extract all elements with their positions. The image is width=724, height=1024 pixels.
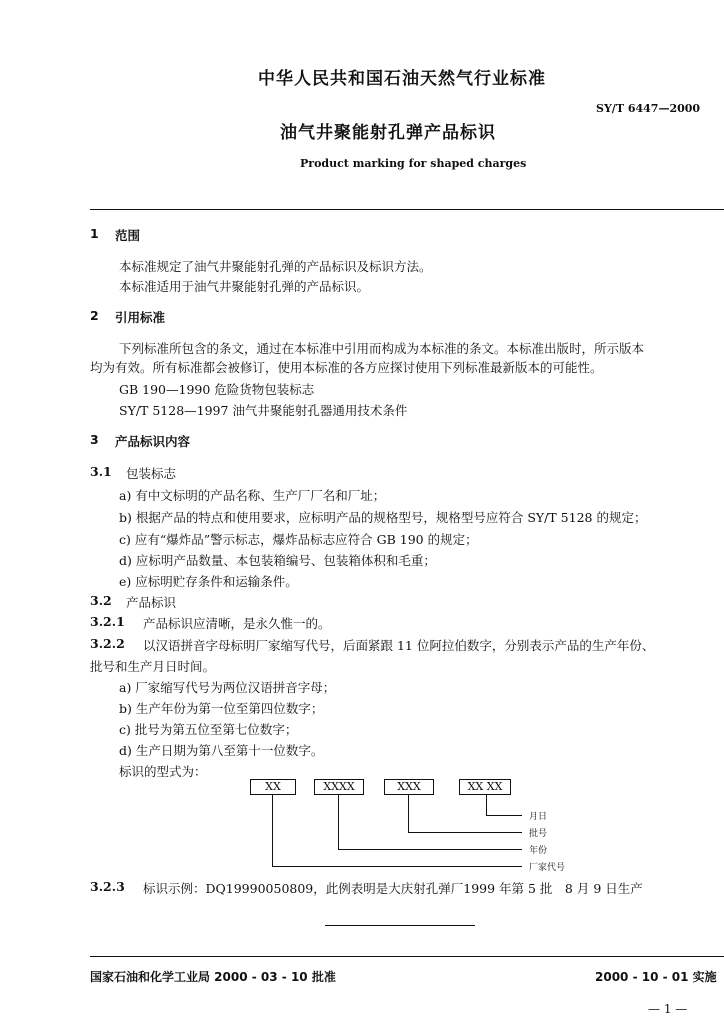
section-3-1-title: 包装标志 xyxy=(126,466,177,481)
diagram-box-batch: XXX xyxy=(384,779,434,795)
section-2-number: 2 xyxy=(90,308,99,323)
page-number: — 1 — xyxy=(648,1002,688,1016)
section-2-para-line-1: 下列标准所包含的条文，通过在本标准中引用而构成为本标准的条文。本标准出版时，所示版本 xyxy=(119,341,645,356)
diagram-box-factory-code: XX xyxy=(250,779,296,795)
section-3-2-1-number: 3.2.1 xyxy=(90,614,125,629)
diagram-label-batch: 批号 xyxy=(529,829,548,839)
reference-1: GB 190—1990 危险货物包装标志 xyxy=(119,382,315,397)
section-3-2-2-number: 3.2.2 xyxy=(90,636,125,651)
connector-line xyxy=(408,795,409,832)
section-1-heading: 范围 xyxy=(115,228,141,243)
section-3-2-1-text: 产品标识应清晰，是永久惟一的。 xyxy=(143,616,331,631)
list-item: a) 厂家缩写代号为两位汉语拼音字母； xyxy=(119,680,336,695)
document-title-en: Product marking for shaped charges xyxy=(300,157,527,170)
section-3-1-number: 3.1 xyxy=(90,464,112,479)
section-1-para-2: 本标准适用于油气井聚能射孔弹的产品标识。 xyxy=(119,279,370,294)
diagram-label-factory-code: 厂家代号 xyxy=(529,863,566,873)
diagram-box-year: XXXX xyxy=(314,779,364,795)
list-item: b) 生产年份为第一位至第四位数字； xyxy=(119,701,324,716)
diagram-box-month-day: XX XX xyxy=(459,779,511,795)
section-1-number: 1 xyxy=(90,226,99,241)
connector-line xyxy=(272,795,273,866)
connector-line xyxy=(272,866,522,867)
header-rule xyxy=(90,209,724,210)
org-title: 中华人民共和国石油天然气行业标准 xyxy=(258,69,546,89)
end-rule xyxy=(325,925,475,926)
reference-2: SY/T 5128—1997 油气井聚能射孔器通用技术条件 xyxy=(119,403,408,418)
connector-line xyxy=(408,832,522,833)
section-3-number: 3 xyxy=(90,432,99,447)
document-title-cn: 油气井聚能射孔弹产品标识 xyxy=(280,123,496,143)
diagram-label-month-day: 月日 xyxy=(529,812,548,822)
section-3-2-3-number: 3.2.3 xyxy=(90,879,125,894)
format-label: 标识的型式为： xyxy=(119,764,207,779)
section-3-2-2-line-1: 以汉语拼音字母标明厂家缩写代号，后面紧跟 11 位阿拉伯数字，分别表示产品的生产年份、 xyxy=(143,638,655,653)
diagram-label-year: 年份 xyxy=(529,846,548,856)
section-2-para-line-2: 均为有效。所有标准都会被修订，使用本标准的各方应探讨使用下列标准最新版本的可能性。 xyxy=(90,360,603,375)
list-item: d) 生产日期为第八至第十一位数字。 xyxy=(119,743,324,758)
list-item: b) 根据产品的特点和使用要求，应标明产品的规格型号，规格型号应符合 SY/T 5128 的规定； xyxy=(119,510,647,525)
standard-number: SY/T 6447—2000 xyxy=(596,102,701,115)
section-3-2-2-line-2: 批号和生产月日时间。 xyxy=(90,659,216,674)
list-item: e) 应标明贮存条件和运输条件。 xyxy=(119,574,298,589)
section-2-heading: 引用标准 xyxy=(115,310,166,325)
list-item: c) 批号为第五位至第七位数字； xyxy=(119,722,298,737)
effective-date: 2000 - 10 - 01 实施 xyxy=(595,970,717,984)
section-3-heading: 产品标识内容 xyxy=(115,434,191,449)
list-item: a) 有中文标明的产品名称、生产厂厂名和厂址； xyxy=(119,488,386,503)
list-item: c) 应有“爆炸品”警示标志，爆炸品标志应符合 GB 190 的规定； xyxy=(119,532,478,547)
footer-rule xyxy=(90,956,724,957)
connector-line xyxy=(338,849,522,850)
section-3-2-title: 产品标识 xyxy=(126,595,177,610)
connector-line xyxy=(338,795,339,849)
section-3-2-3-text: 标识示例：DQ19990050809，此例表明是大庆射孔弹厂1999 年第 5 批 8 月 9 日生产 xyxy=(143,881,643,896)
section-3-2-number: 3.2 xyxy=(90,593,112,608)
list-item: d) 应标明产品数量、本包装箱编号、包装箱体积和毛重； xyxy=(119,553,436,568)
section-1-para-1: 本标准规定了油气井聚能射孔弹的产品标识及标识方法。 xyxy=(119,259,432,274)
connector-line xyxy=(486,795,487,815)
approval-date: 国家石油和化学工业局 2000 - 03 - 10 批准 xyxy=(90,970,336,984)
connector-line xyxy=(486,815,522,816)
